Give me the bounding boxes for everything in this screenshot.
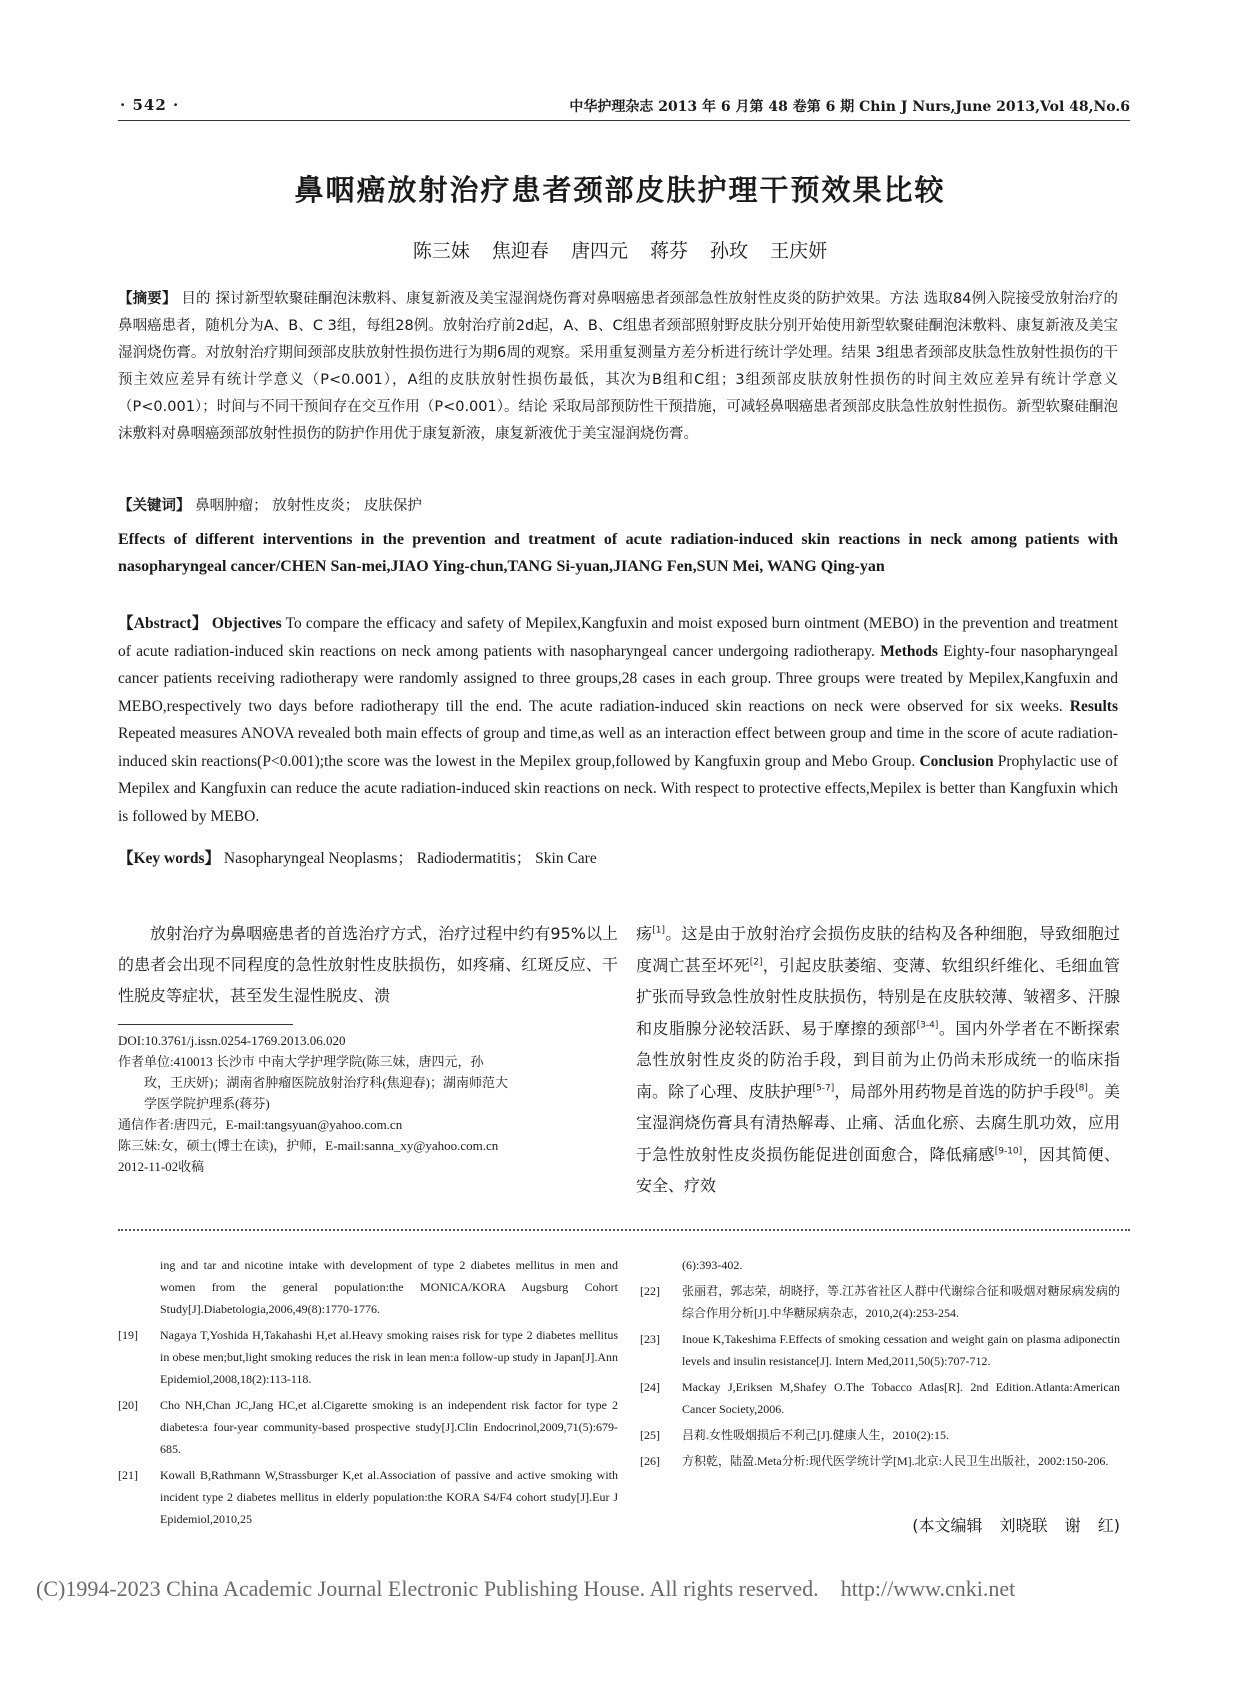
abstract-zh-text: 目的 探讨新型软聚硅酮泡沫敷料、康复新液及美宝湿润烧伤膏对鼻咽癌患者颈部急性放射性皮炎的防护效果。方法 选取84例入院接受放射治疗的鼻咽癌患者，随机分为A、B、C 3组，每组28例。放射治疗前2d起，A、B、C组患者颈部照射野皮肤分别开始使用新型软聚硅酮泡沫敷料、康复新液及美宝湿润烧伤膏。对放射治疗期间颈部皮肤放射性损伤进行为期6周的观察。采用重复测量方差分析进行统计学处理。结果 3组患者颈部皮肤急性放射性损伤的干预主效应差异有统计学意义（P<0.001），A组的皮肤放射性损伤最低，其次为B组和C组；3组颈部皮肤放射性损伤的时间主效应差异有统计学意义（P<0.001）；时间与不同干预间存在交互作用（P<0.001）。结论 采取局部预防性干预措施，可减轻鼻咽癌患者颈部皮肤急性放射性损伤。新型软聚硅酮泡沫敷料对鼻咽癌颈部放射性损伤的防护作用优于康复新液，康复新液优于美宝湿润烧伤膏。 xyxy=(118,291,1118,442)
citation-2[interactable]: [2] xyxy=(749,957,763,968)
received-date: 2012-11-02收稿 xyxy=(118,1159,205,1174)
reference-item xyxy=(640,1424,1120,1446)
keywords-chinese xyxy=(118,494,1118,515)
reference-item xyxy=(640,1376,1120,1420)
conclusion-text: Prophylactic use of Mepilex and Kangfuxin can reduce the acute radiation-induced skin reactions on neck. With respect to protective effects,Mepilex is better than Kangfuxin which is followed by MEBO. xyxy=(118,752,1118,825)
body-right-part-4: 。国内外学者在不断探索急性放射性皮炎的防治手段，到目前为止仍尚未形成统一的临床指南。除了心理、皮肤护理 xyxy=(636,1018,1120,1101)
conclusion-label: Conclusion xyxy=(919,752,994,770)
references-right xyxy=(640,1254,1120,1476)
reference-number: [25] xyxy=(640,1428,660,1442)
reference-item xyxy=(118,1464,618,1530)
author-affiliation: 作者单位:410013 长沙市 中南大学护理学院(陈三妹，唐四元，孙 xyxy=(118,1054,484,1069)
body-text-right xyxy=(636,918,1120,1202)
keywords-en-text: Nasopharyngeal Neoplasms； Radiodermatitis； Skin Care xyxy=(220,850,597,867)
doi[interactable]: DOI:10.3761/j.issn.0254-1769.2013.06.020 xyxy=(118,1033,346,1048)
abstract-chinese xyxy=(118,286,1118,448)
header-rule xyxy=(118,120,1130,121)
keywords-en-label: 【Key words】 xyxy=(118,850,221,867)
reference-number: [26] xyxy=(640,1454,660,1468)
keywords-english xyxy=(118,846,1118,868)
first-author-info: 陈三妹:女，硕士(博士在读)，护师，E-mail:sanna_xy@yahoo.com.cn xyxy=(118,1138,499,1153)
reference-number: [19] xyxy=(118,1328,138,1342)
abstract-zh-label: 【摘要】 xyxy=(118,291,177,307)
references-left xyxy=(118,1254,618,1534)
body-right-part-6: 。美宝湿润烧伤膏具有清热解毒、止痛、活血化瘀、去腐生肌功效，应用于急性放射性皮炎损伤能促进创面愈合，降低痛感 xyxy=(636,1081,1120,1164)
article-title: 鼻咽癌放射治疗患者颈部皮肤护理干预效果比较 xyxy=(294,173,946,207)
keywords-zh-text: 鼻咽肿瘤； 放射性皮炎； 皮肤保护 xyxy=(190,498,422,514)
reference-item xyxy=(640,1328,1120,1372)
body-right-part-1: 疡 xyxy=(636,924,653,943)
reference-text: 张丽君，郭志荣，胡晓抒，等.江苏省社区人群中代谢综合征和吸烟对糖尿病发病的综合作用分析[J].中华糖尿病杂志，2010,2(4):253-254. xyxy=(682,1284,1120,1320)
reference-continuation: (6):393-402. xyxy=(682,1258,743,1272)
reference-item xyxy=(118,1394,618,1460)
section-divider xyxy=(118,1229,1130,1231)
reference-number: [24] xyxy=(640,1380,660,1394)
reference-item xyxy=(118,1324,618,1390)
journal-header: 中华护理杂志 2013 年 6 月第 48 卷第 6 期 Chin J Nurs,June 2013,Vol 48,No.6 xyxy=(569,99,1130,115)
citation-5-7[interactable]: [5-7] xyxy=(812,1083,835,1094)
body-right-part-3: ，引起皮肤萎缩、变薄、软组织纤维化、毛细血管扩张而导致急性放射性皮肤损伤，特别是在皮肤较薄、皱褶多、汗腺和皮脂腺分泌较活跃、易于摩擦的颈部 xyxy=(636,955,1120,1038)
objectives-text: To compare the efficacy and safety of Mepilex,Kangfuxin and moist exposed burn ointment (MEBO) in the prevention and treatment of acute radiation-induced skin reactions on neck among patients with nasopharyngeal cancer undergoing radiotherapy. xyxy=(118,615,1118,660)
objectives-label: Objectives xyxy=(211,615,282,632)
reference-text: Nagaya T,Yoshida H,Takahashi H,et al.Heavy smoking raises risk for type 2 diabetes mellitus in obese men;but,light smoking reduces the risk in lean men:a follow-up study in Japan[J].Ann Epidemiol,2008,18(2):113-118. xyxy=(160,1328,618,1386)
reference-number: [22] xyxy=(640,1284,660,1298)
copyright-text: (C)1994-2023 China Academic Journal Electronic Publishing House. All rights reserved. xyxy=(36,1576,819,1601)
results-text: Repeated measures ANOVA revealed both main effects of group and time,as well as an interaction effect between group and time in the score of acute radiation-induced skin reactions(P<0.001);the score was the lowest in the Mepilex group,followed by Kangfuxin group and Mebo Group. xyxy=(118,725,1118,770)
reference-text: Cho NH,Chan JC,Jang HC,et al.Cigarette smoking is an independent risk factor for type 2 diabetes:a four-year community-based prospective study[J].Clin Endocrinol,2009,71(5):679-685. xyxy=(160,1398,618,1456)
reference-item xyxy=(640,1280,1120,1324)
citation-8[interactable]: [8] xyxy=(1075,1083,1088,1094)
corresponding-author: 通信作者:唐四元，E-mail:tangsyuan@yahoo.com.cn xyxy=(118,1117,403,1132)
citation-3-4[interactable]: [3-4] xyxy=(916,1020,939,1031)
reference-text: Mackay J,Eriksen M,Shafey O.The Tobacco Atlas[R]. 2nd Edition.Atlanta:American Cancer Society,2006. xyxy=(682,1380,1120,1416)
footnote-rule xyxy=(118,1024,293,1025)
editors-note: (本文编辑 刘晓联 谢 红) xyxy=(912,1516,1120,1535)
reference-continuation: ing and tar and nicotine intake with development of type 2 diabetes mellitus in men and women from the general population:the MONICA/KORA Augsburg Cohort Study[J].Diabetologia,2006,49(8):1770-1776. xyxy=(160,1258,618,1316)
citation-1[interactable]: [1] xyxy=(652,925,665,936)
reference-item xyxy=(640,1450,1120,1472)
english-title: Effects of different interventions in the prevention and treatment of acute radiation-induced skin reactions in neck among patients with nasopharyngeal cancer/CHEN San-mei,JIAO Ying-chun,TANG Si-yuan,JIANG Fen,SUN Mei, WANG Qing-yan xyxy=(118,531,1118,575)
copyright-watermark xyxy=(36,1576,1015,1602)
body-right-part-2: 。这是由于放射治疗会损伤皮肤的结构及各种细胞，导致细胞过度凋亡甚至坏死 xyxy=(636,924,1120,975)
reference-text: Inoue K,Takeshima F.Effects of smoking cessation and weight gain on plasma adiponectin levels and insulin resistance[J]. Intern Med,2011,50(5):707-712. xyxy=(682,1332,1120,1368)
author-affiliation-cont-2: 学医学院护理系(蒋芬) xyxy=(144,1096,270,1111)
page-number: · 542 · xyxy=(120,96,180,114)
keywords-zh-label: 【关键词】 xyxy=(118,498,191,514)
methods-text: Eighty-four nasopharyngeal cancer patients receiving radiotherapy were randomly assigned to three groups,28 cases in each group. Three groups were treated by Mepilex,Kangfuxin and MEBO,respectively two days before radiotherapy till the end. The acute radiation-induced skin reactions on neck were observed for six weeks. xyxy=(118,642,1118,715)
body-right-part-7: ，因其简便、安全、疗效 xyxy=(636,1144,1120,1195)
copyright-url[interactable]: http://www.cnki.net xyxy=(840,1576,1016,1601)
body-right-part-5: ，局部外用药物是首选的防护手段 xyxy=(834,1081,1076,1101)
reference-text: 方积乾，陆盈.Meta分析:现代医学统计学[M].北京:人民卫生出版社，2002:150-206. xyxy=(682,1454,1109,1468)
methods-label: Methods xyxy=(880,642,938,660)
citation-9-10[interactable]: [9-10] xyxy=(994,1146,1023,1157)
reference-number: [23] xyxy=(640,1332,660,1346)
reference-text: 吕莉.女性吸烟损后不利己[J].健康人生，2010(2):15. xyxy=(682,1428,949,1442)
reference-number: [21] xyxy=(118,1468,138,1482)
abstract-english xyxy=(118,610,1118,830)
reference-text: Kowall B,Rathmann W,Strassburger K,et al.Association of passive and active smoking with incident type 2 diabetes mellitus in elderly population:the KORA S4/F4 cohort study[J].Eur J Epidemiol,2010,25 xyxy=(160,1468,618,1526)
author-list: 陈三妹 焦迎春 唐四元 蒋芬 孙玫 王庆妍 xyxy=(412,240,828,262)
author-affiliation-cont: 玫，王庆妍)；湖南省肿瘤医院放射治疗科(焦迎春)；湖南师范大 xyxy=(144,1075,508,1090)
reference-number: [20] xyxy=(118,1398,138,1412)
body-text-left: 放射治疗为鼻咽癌患者的首选治疗方式，治疗过程中约有95%以上的患者会出现不同程度的急性放射性皮肤损伤，如疼痛、红斑反应、干性脱皮等症状，甚至发生湿性脱皮、溃 xyxy=(118,924,618,1005)
results-label: Results xyxy=(1069,697,1118,715)
abstract-en-label: 【Abstract】 xyxy=(118,615,208,632)
footnotes xyxy=(118,1030,618,1177)
